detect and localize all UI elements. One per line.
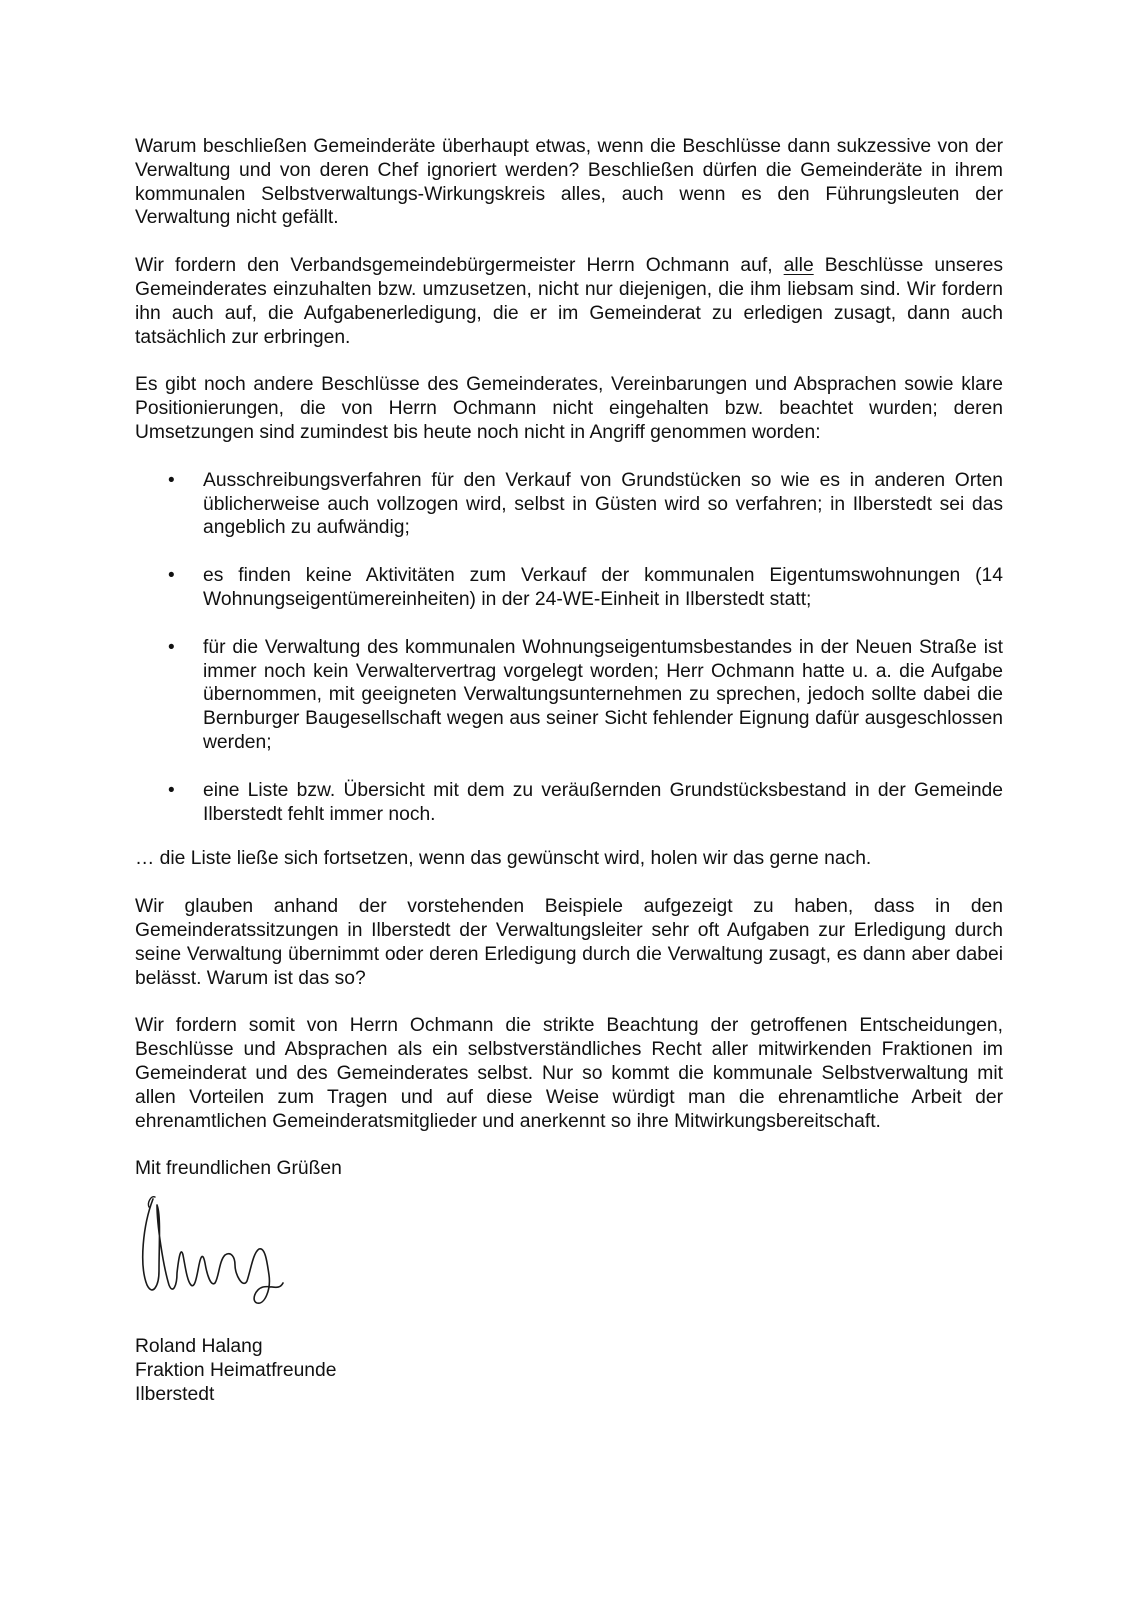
list-item: • es finden keine Aktivitäten zum Verkauf der kommunalen Eigentumswohnungen (14 Wohnungseigentümereinheiten) in der 24-WE-Einheit in Ilberstedt statt; <box>135 564 1003 612</box>
paragraph-demand-start: Wir fordern den Verbandsgemeindebürgermeister Herrn Ochmann auf, <box>135 255 784 277</box>
signer-place: Ilberstedt <box>135 1383 215 1405</box>
closing-greeting: Mit freundlichen Grüßen <box>135 1158 342 1180</box>
list-item: • eine Liste bzw. Übersicht mit dem zu veräußernden Grundstücksbestand in der Gemeinde Ilberstedt fehlt immer noch. <box>135 779 1003 827</box>
signature-icon <box>135 1185 305 1317</box>
paragraph-list-continuation: … die Liste ließe sich fortsetzen, wenn das gewünscht wird, holen wir das gerne nach. <box>135 848 872 870</box>
emphasis-alle: alle <box>783 255 814 277</box>
signer-name: Roland Halang <box>135 1336 263 1358</box>
paragraph-final-demand: Wir fordern somit von Herrn Ochmann die strikte Beachtung der getroffenen Entscheidungen, Beschlüsse und Absprachen als ein selbstverständliches Recht aller mitwirkenden Fraktionen im Gemeinderat und des Gemeinderates selbst. Nur so kommt die kommunale Selbstverwaltung mit allen Vorteilen zum Tragen und auf diese Weise würdigt man die ehrenamtliche Arbeit der ehrenamtlichen Gemeinderatsmitglieder und anerkennt so ihre Mitwirkungsbereitschaft. <box>135 1015 1003 1132</box>
paragraph-examples: Wir glauben anhand der vorstehenden Beispiele aufgezeigt zu haben, dass in den Gemeinderatssitzungen in Ilberstedt der Verwaltungsleiter sehr oft Aufgaben zur Erledigung durch seine Verwaltung übernimmt oder deren Erledigung durch die Verwaltung zusagt, es dann aber dabei belässt. Warum ist das so? <box>135 896 1003 989</box>
list-item: • für die Verwaltung des kommunalen Wohnungseigentumsbestandes in der Neuen Straße ist immer noch kein Verwaltervertrag vorgelegt worden; Herr Ochmann hatte u. a. die Aufgabe übernommen, mit geeigneten Verwaltungsunternehmen zu sprechen, jedoch sollte dabei die Bernburger Baugesellschaft wegen aus seiner Sicht fehlender Eignung dafür ausgeschlossen werden; <box>135 636 1003 755</box>
signer-block <box>135 1335 1003 1406</box>
letter-body <box>135 135 1003 1406</box>
signer-group: Fraktion Heimatfreunde <box>135 1359 337 1381</box>
paragraph-demand <box>135 254 1003 349</box>
bullet-list <box>135 469 1003 827</box>
paragraph-other-decisions: Es gibt noch andere Beschlüsse des Gemeinderates, Vereinbarungen und Absprachen sowie klare Positionierungen, die von Herrn Ochmann nicht eingehalten bzw. beachtet wurden; deren Umsetzungen sind zumindest bis heute noch nicht in Angriff genommen worden: <box>135 374 1003 443</box>
paragraph-demand-end: Beschlüsse unseres Gemeinderates einzuhalten bzw. umzusetzen, nicht nur diejenigen, die ihm liebsam sind. Wir fordern ihn auch auf, die Aufgabenerledigung, die er im Gemeinderat zu erledigen zusagt, dann auch tatsächlich zur erbringen. <box>135 255 1003 348</box>
paragraph-intro: Warum beschließen Gemeinderäte überhaupt etwas, wenn die Beschlüsse dann sukzessive von der Verwaltung und von deren Chef ignoriert werden? Beschließen dürfen die Gemeinderäte in ihrem kommunalen Selbstverwaltungs-Wirkungskreis alles, auch wenn es den Führungsleuten der Verwaltung nicht gefällt. <box>135 136 1003 229</box>
list-item: • Ausschreibungsverfahren für den Verkauf von Grundstücken so wie es in anderen Orten üblicherweise auch vollzogen wird, selbst in Güsten wird so verfahren; in Ilberstedt sei das angeblich zu aufwändig; <box>135 469 1003 540</box>
